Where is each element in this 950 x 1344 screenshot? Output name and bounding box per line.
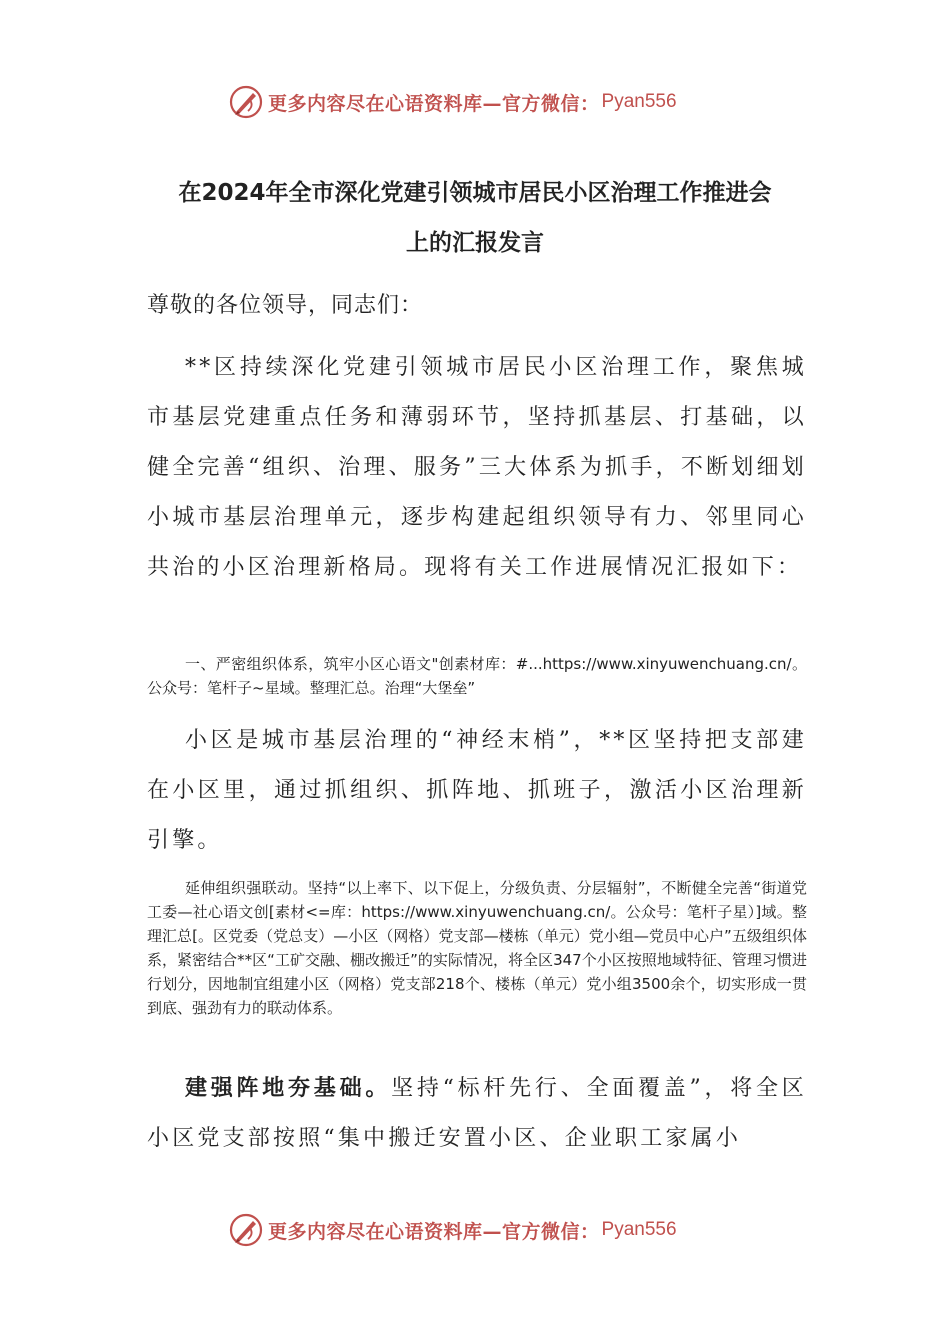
paragraph-position bbox=[147, 1064, 807, 1164]
paragraph-lead: 建强阵地夯基础。 bbox=[185, 1076, 392, 1101]
salutation: 尊敬的各位领导，同志们： bbox=[147, 293, 424, 318]
pen-logo-icon bbox=[228, 84, 264, 120]
section-heading-1: 一、严密组织体系，筑牢小区心语文"创素材库：#...https://www.xinyuwenchuang.cn/。公众号：笔杆子~星域。整理汇总。治理“大堡垒” bbox=[147, 655, 807, 697]
watermark-text: 更多内容尽在心语资料库—官方微信： bbox=[268, 92, 600, 115]
document-title-line1: 在2024年全市深化党建引领城市居民小区治理工作推进会 bbox=[178, 180, 772, 206]
watermark-banner-top bbox=[228, 82, 748, 122]
paragraph-body: 坚持“标杆先行、全面覆盖”，将全区小区党支部按照“集中搬迁安置小区、企业职工家属小 bbox=[147, 1076, 807, 1151]
pen-logo-icon bbox=[228, 1212, 264, 1248]
paragraph-community: 小区是城市基层治理的“神经末梢”，**区坚持把支部建在小区里，通过抓组织、抓阵地、抓班子，激活小区治理新引擎。 bbox=[147, 728, 807, 853]
paragraph-organization: 延伸组织强联动。坚持“以上率下、以下促上，分级负责、分层辐射”，不断健全完善“街道党工委—社心语文创[素材<=库：https://www.xinyuwenchuang.cn/。公众号：笔杆子星）]域。整理汇总[。区党委（党总支）—小区（网格）党支部—楼栋（单元）党小组—党员中心户”五级组织体系，紧密结合**区“工矿交融、棚改搬迁”的实际情况，将全区347个小区按照地域特征、管理习惯进行划分，因地制宜组建小区（网格）党支部218个、楼栋（单元）党小组3500余个，切实形成一贯到底、强劲有力的联动体系。 bbox=[147, 879, 807, 1017]
watermark-banner-bottom bbox=[228, 1210, 748, 1250]
paragraph-intro: **区持续深化党建引领城市居民小区治理工作，聚焦城市基层党建重点任务和薄弱环节，坚持抓基层、打基础，以健全完善“组织、治理、服务”三大体系为抓手，不断划细划小城市基层治理单元，逐步构建起组织领导有力、邻里同心共治的小区治理新格局。现将有关工作进展情况汇报如下： bbox=[147, 355, 807, 580]
watermark-id: Pyan556 bbox=[601, 1219, 677, 1240]
watermark-text: 更多内容尽在心语资料库—官方微信： bbox=[268, 1220, 600, 1243]
watermark-id: Pyan556 bbox=[601, 91, 677, 112]
document-title-line2: 上的汇报发言 bbox=[406, 230, 544, 256]
